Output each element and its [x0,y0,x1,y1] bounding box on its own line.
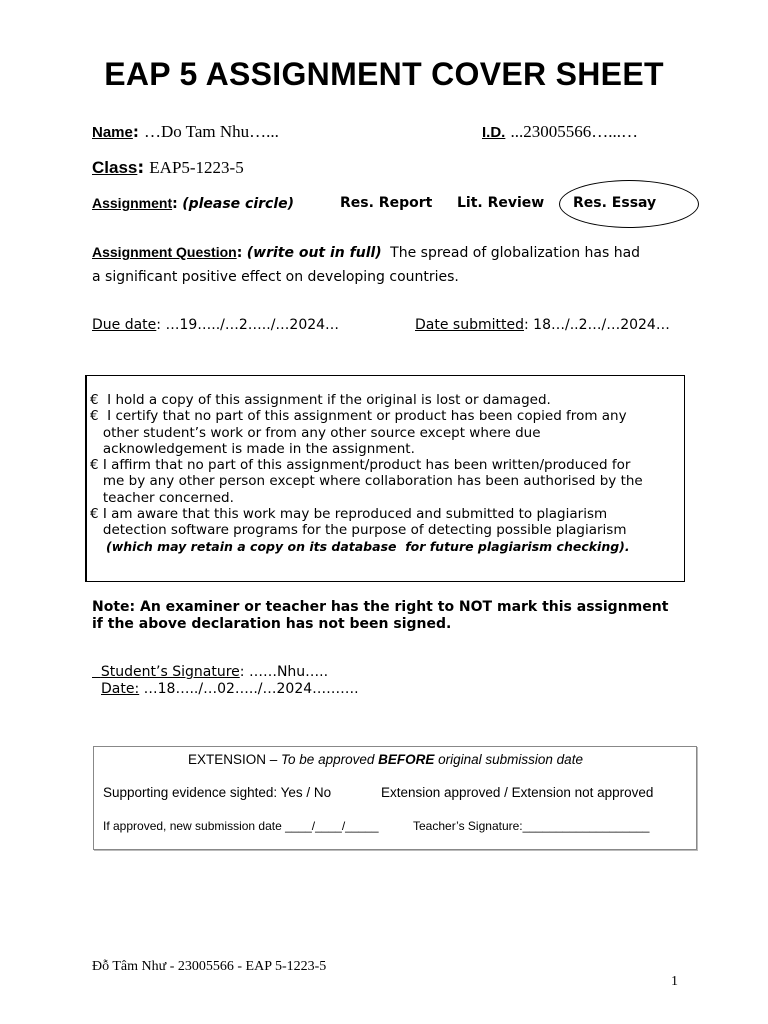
assignment-label: Assignment [92,195,173,211]
extension-teacher-signature: Teacher’s Signature:___________________ [413,819,650,833]
question-text-line2: a significant positive effect on developing countries. [92,269,459,285]
option-res-report[interactable]: Res. Report [340,195,433,211]
note-line2: if the above declaration has not been signed. [92,616,452,632]
date-submitted-row: Date submitted: 18…/..2…/…2024… [415,317,670,333]
id-label: I.D. [482,124,506,141]
assignment-label-row: Assignment: (please circle) [92,195,295,212]
declaration-line: € I certify that no part of this assignment or product has been copied from any [90,408,627,425]
date-submitted-value: 18…/..2…/…2024… [533,317,670,333]
page-title: EAP 5 ASSIGNMENT COVER SHEET [104,56,664,92]
extension-evidence: Supporting evidence sighted: Yes / No [103,785,332,800]
extension-new-date: If approved, new submission date ____/____/_____ [103,819,379,833]
declaration-line: € I hold a copy of this assignment if the original is lost or damaged. [90,392,551,408]
declaration-line: detection software programs for the purpose of detecting possible plagiarism [90,522,627,539]
question-text-line1: The spread of globalization has had [390,245,641,261]
declaration-text [90,392,643,555]
note-line1: Note: An examiner or teacher has the right to NOT mark this assignment [92,599,669,615]
id-row [482,122,638,142]
option-lit-review[interactable]: Lit. Review [457,195,545,211]
question-label: Assignment Question [92,244,237,260]
due-date-label: Due date [92,317,157,333]
due-date-value: …19…../…2…../…2024… [165,317,340,333]
declaration-line: other student’s work or from any other source except where due [90,424,541,441]
question-hint: (write out in full) [246,245,382,261]
declaration-line: acknowledgement is made in the assignment. [90,440,415,457]
option-res-essay[interactable]: Res. Essay [573,195,657,211]
name-label: Name [92,124,133,141]
class-row [92,158,244,178]
selection-circle [559,180,699,228]
page-number: 1 [671,974,678,989]
sign-date-row [101,681,359,697]
declaration-last-line: (which may retain a copy on its database for future plagiarism checking). [106,538,630,554]
id-value: ...23005566…...… [510,122,638,141]
extension-title: EXTENSION – To be approved BEFORE original submission date [188,752,583,767]
name-row [92,122,279,142]
name-value: …Do Tam Nhu…... [143,122,279,141]
due-date-row: Due date: …19…../…2…../…2024… [92,317,340,333]
declaration-line: teacher concerned. [90,489,234,506]
extension-approval: Extension approved / Extension not approved [381,785,654,800]
declaration-line: € I affirm that no part of this assignment/product has been written/produced for [90,457,631,474]
name-colon: : [132,123,139,141]
assignment-hint: (please circle) [182,196,295,212]
class-value: EAP5-1223-5 [149,158,244,177]
class-colon: : [137,158,145,178]
signature-value: ……Nhu….. [248,664,329,680]
signature-label: Student’s Signature [100,664,240,680]
sign-date-value: …18…../…02…../…2024………. [143,681,359,697]
question-row: Assignment Question: (write out in full) The spread of globalization has had [92,244,641,261]
signature-row: Student’s Signature: ……Nhu….. [92,664,328,680]
class-label: Class [92,158,138,177]
date-submitted-label: Date submitted [415,317,524,333]
footer-text: Đỗ Tâm Như - 23005566 - EAP 5-1223-5 [92,959,327,974]
sign-date-label: Date: [101,681,140,697]
declaration-line: me by any other person except where collaboration has been authorised by the [90,473,643,490]
declaration-line: € I am aware that this work may be reproduced and submitted to plagiarism [90,506,608,523]
